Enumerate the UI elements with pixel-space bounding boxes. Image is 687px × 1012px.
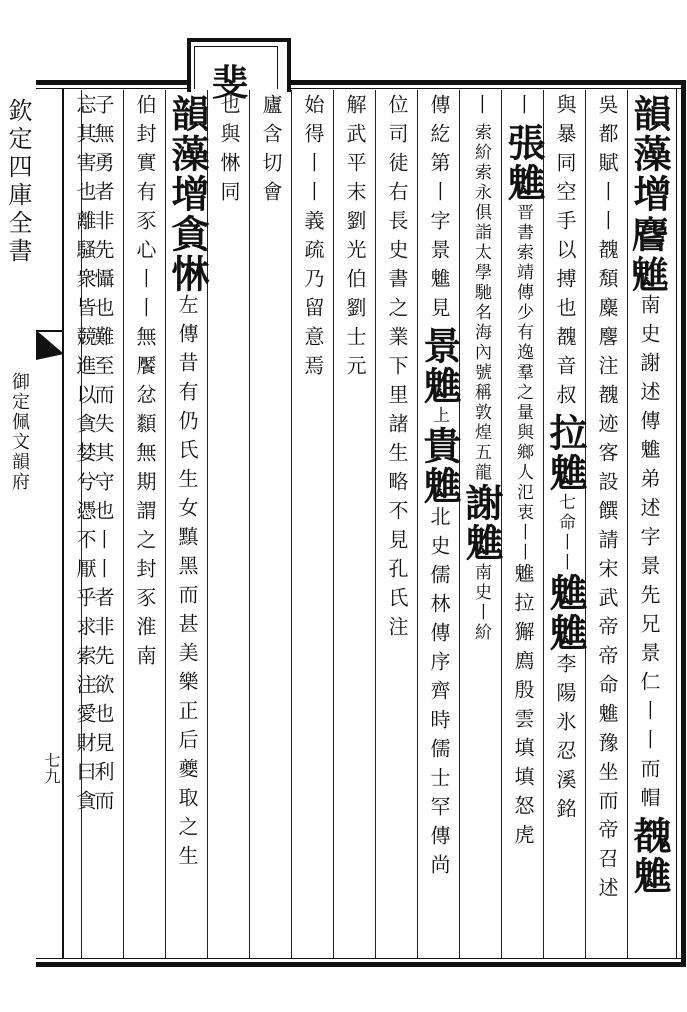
column-text: 索紒索永俱詣太學馳名海內號稱敦煌五龍 <box>471 123 491 483</box>
headword: 拉魋 <box>543 413 588 493</box>
column-text: 廬含切會 <box>259 94 283 210</box>
column-text: 上 <box>429 406 449 426</box>
headword: 韻藻增 <box>627 94 672 214</box>
headword: 謝魋 <box>459 483 504 563</box>
headword: 𪊨魋 <box>627 214 672 294</box>
text-column <box>166 94 208 958</box>
column-text: 李陽氷忍溪銘 <box>553 653 577 827</box>
column-text: 解武平末劉光伯劉士元 <box>343 94 367 384</box>
text-column <box>376 94 418 958</box>
text-column <box>628 94 670 958</box>
headword: 景魋 <box>417 326 462 406</box>
column-text: 伯封實有豕心丨丨無饜忿纇無期謂之封豕淮南 <box>133 94 157 674</box>
column-text: 晋書索靖傳少有逸羣之量與鄉人氾衷丨丨 <box>513 203 533 563</box>
headword: 貪惏 <box>165 214 210 294</box>
column-text: 子無勇者非先懾也難至而失其守也丨丨者非先欲也見利而 <box>91 94 115 819</box>
column-text: 也與惏同 <box>217 94 241 210</box>
text-column <box>544 94 586 958</box>
headword: 魋魋 <box>543 573 588 653</box>
text-column <box>334 94 376 958</box>
column-text: 與暴同空手以搏也䰩音叔 <box>553 94 577 413</box>
text-column <box>292 94 334 958</box>
frame-bottom-inner-border <box>36 958 686 959</box>
frame-right-border <box>681 80 686 967</box>
text-column <box>418 94 460 958</box>
frame-top-border <box>36 80 686 85</box>
column-text: 吳都賦丨丨䰩頽麋麐注䰩 <box>595 94 619 413</box>
column-text: 魋拉獬廌 <box>511 563 535 679</box>
column-text: 始得丨丨義疏乃留意焉 <box>301 94 325 384</box>
column-text: 南史謝述傳魋弟述字景先兄景仁丨丨而帽 <box>637 294 661 816</box>
text-column <box>250 94 292 958</box>
frame-right-inner-border <box>676 88 677 958</box>
margin-book-title: 欽定四庫全書 <box>4 98 32 266</box>
text-column <box>460 94 502 958</box>
column-text: 左傳昔有仍氏生女黰黑而甚美樂正后夔取之生 <box>175 294 199 874</box>
text-column <box>64 94 106 958</box>
text-column <box>208 94 250 958</box>
header-character: 斐 <box>212 62 249 104</box>
column-text: 傳紇第丨字景魋見 <box>427 94 451 326</box>
column-text: 南史丨紒 <box>471 563 491 643</box>
column-text: 迹客設饌請宋武帝帝命魋豫坐而帝召述 <box>595 413 619 906</box>
headword: 張魋 <box>501 123 546 203</box>
headword: 韻藻增 <box>165 94 210 214</box>
column-text: 丨 <box>469 94 493 123</box>
column-text: 書之業下里諸生略不見孔氏注 <box>385 268 409 645</box>
column-text: 殷雲填填怒虎 <box>511 679 535 853</box>
column-text: 丨 <box>511 94 535 123</box>
frame-top-inner-border <box>36 88 686 89</box>
text-column <box>124 94 166 958</box>
column-text: 七命丨丨 <box>555 493 575 573</box>
text-column <box>502 94 544 958</box>
column-text: 北史儒林傳序齊時儒士罕傳尚 <box>427 506 451 883</box>
fish-tail-mark <box>36 330 64 360</box>
column-text: 忘其害也離騷衆皆競進以貪婪兮憑不厭乎求索注愛財曰貪 <box>73 94 97 819</box>
headword: 貴魋 <box>417 426 462 506</box>
column-text: 位司徒右長史 <box>385 94 409 268</box>
text-column <box>586 94 628 958</box>
page-number: 七九 <box>42 752 61 784</box>
headword: 䰩魋 <box>627 816 672 896</box>
frame-bottom-border <box>36 962 686 967</box>
margin-volume-title: 御定佩文韻府 <box>9 372 30 492</box>
